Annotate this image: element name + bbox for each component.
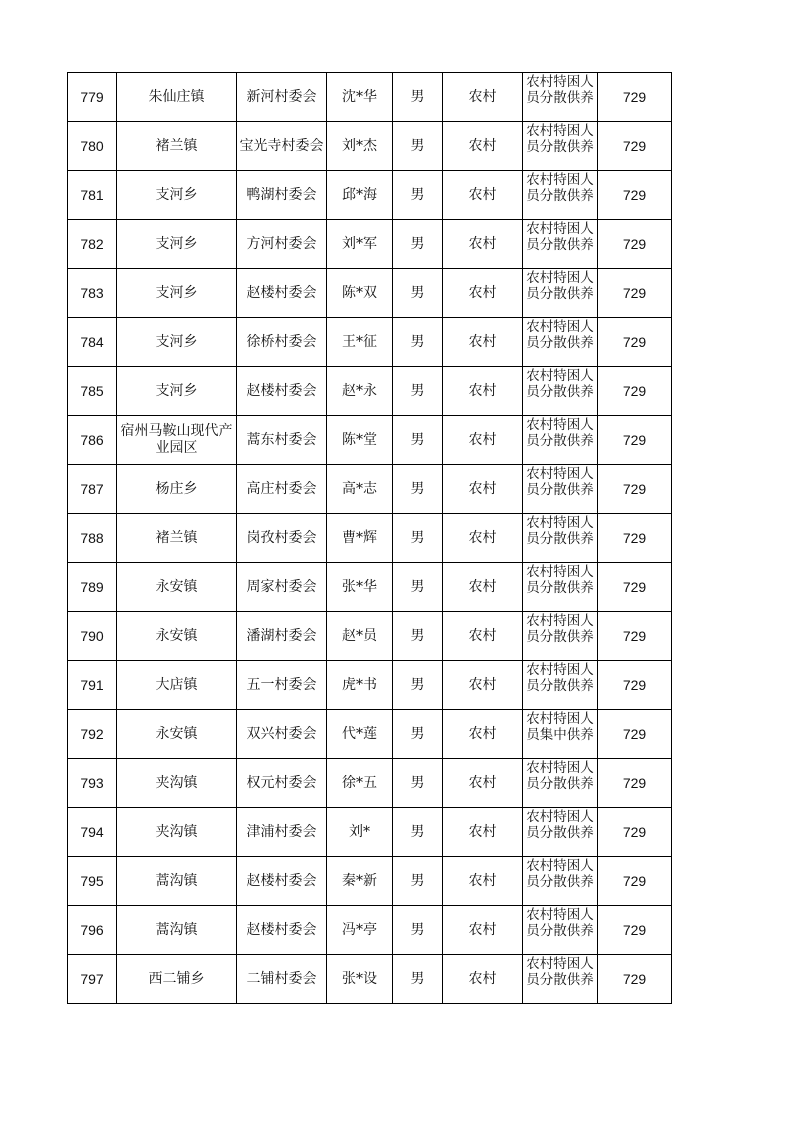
support-type-cell: 农村特困人员分散供养 (523, 465, 598, 514)
township-cell: 夹沟镇 (117, 808, 237, 857)
support-type-cell: 农村特困人员分散供养 (523, 661, 598, 710)
area-type-cell: 农村 (443, 857, 523, 906)
area-type-cell: 农村 (443, 73, 523, 122)
row-number: 783 (68, 269, 117, 318)
table-row (68, 416, 672, 465)
village-committee-cell: 蒿东村委会 (237, 416, 327, 465)
support-type-cell: 农村特困人员分散供养 (523, 514, 598, 563)
amount-cell: 729 (598, 759, 672, 808)
township-cell: 杨庄乡 (117, 465, 237, 514)
amount-cell: 729 (598, 171, 672, 220)
name-cell: 邱*海 (327, 171, 393, 220)
area-type-cell: 农村 (443, 367, 523, 416)
gender-cell: 男 (393, 171, 443, 220)
township-cell: 褚兰镇 (117, 122, 237, 171)
name-cell: 曹*辉 (327, 514, 393, 563)
amount-cell: 729 (598, 122, 672, 171)
village-committee-cell: 津浦村委会 (237, 808, 327, 857)
area-type-cell: 农村 (443, 269, 523, 318)
village-committee-cell: 宝光寺村委会 (237, 122, 327, 171)
support-type-cell: 农村特困人员分散供养 (523, 857, 598, 906)
row-number: 784 (68, 318, 117, 367)
area-type-cell: 农村 (443, 465, 523, 514)
township-cell: 蒿沟镇 (117, 857, 237, 906)
village-committee-cell: 二铺村委会 (237, 955, 327, 1004)
name-cell: 沈*华 (327, 73, 393, 122)
township-cell: 宿州马鞍山现代产业园区 (117, 416, 237, 465)
row-number: 794 (68, 808, 117, 857)
name-cell: 张*华 (327, 563, 393, 612)
village-committee-cell: 双兴村委会 (237, 710, 327, 759)
gender-cell: 男 (393, 563, 443, 612)
support-type-cell: 农村特困人员分散供养 (523, 612, 598, 661)
township-cell: 支河乡 (117, 220, 237, 269)
gender-cell: 男 (393, 808, 443, 857)
gender-cell: 男 (393, 465, 443, 514)
village-committee-cell: 潘湖村委会 (237, 612, 327, 661)
name-cell: 代*莲 (327, 710, 393, 759)
gender-cell: 男 (393, 661, 443, 710)
township-cell: 大店镇 (117, 661, 237, 710)
name-cell: 赵*员 (327, 612, 393, 661)
area-type-cell: 农村 (443, 808, 523, 857)
gender-cell: 男 (393, 416, 443, 465)
area-type-cell: 农村 (443, 514, 523, 563)
area-type-cell: 农村 (443, 612, 523, 661)
village-committee-cell: 岗孜村委会 (237, 514, 327, 563)
support-type-cell: 农村特困人员分散供养 (523, 367, 598, 416)
support-type-cell: 农村特困人员分散供养 (523, 759, 598, 808)
amount-cell: 729 (598, 318, 672, 367)
support-type-cell: 农村特困人员分散供养 (523, 73, 598, 122)
support-type-cell: 农村特困人员分散供养 (523, 955, 598, 1004)
gender-cell: 男 (393, 73, 443, 122)
support-type-cell: 农村特困人员分散供养 (523, 220, 598, 269)
name-cell: 冯*亭 (327, 906, 393, 955)
support-type-cell: 农村特困人员分散供养 (523, 906, 598, 955)
area-type-cell: 农村 (443, 416, 523, 465)
village-committee-cell: 方河村委会 (237, 220, 327, 269)
name-cell: 刘*杰 (327, 122, 393, 171)
name-cell: 赵*永 (327, 367, 393, 416)
village-committee-cell: 徐桥村委会 (237, 318, 327, 367)
support-type-cell: 农村特困人员集中供养 (523, 710, 598, 759)
gender-cell: 男 (393, 269, 443, 318)
support-type-cell: 农村特困人员分散供养 (523, 318, 598, 367)
township-cell: 支河乡 (117, 318, 237, 367)
township-cell: 朱仙庄镇 (117, 73, 237, 122)
support-type-cell: 农村特困人员分散供养 (523, 563, 598, 612)
table-row (68, 367, 672, 416)
amount-cell: 729 (598, 857, 672, 906)
support-type-cell: 农村特困人员分散供养 (523, 122, 598, 171)
row-number: 786 (68, 416, 117, 465)
table-row (68, 661, 672, 710)
amount-cell: 729 (598, 465, 672, 514)
area-type-cell: 农村 (443, 759, 523, 808)
area-type-cell: 农村 (443, 955, 523, 1004)
area-type-cell: 农村 (443, 122, 523, 171)
amount-cell: 729 (598, 563, 672, 612)
amount-cell: 729 (598, 906, 672, 955)
amount-cell: 729 (598, 367, 672, 416)
area-type-cell: 农村 (443, 563, 523, 612)
gender-cell: 男 (393, 367, 443, 416)
recipient-table (67, 72, 672, 1004)
name-cell: 陈*双 (327, 269, 393, 318)
village-committee-cell: 赵楼村委会 (237, 857, 327, 906)
row-number: 782 (68, 220, 117, 269)
table-row (68, 318, 672, 367)
row-number: 779 (68, 73, 117, 122)
name-cell: 张*设 (327, 955, 393, 1004)
township-cell: 西二铺乡 (117, 955, 237, 1004)
area-type-cell: 农村 (443, 661, 523, 710)
gender-cell: 男 (393, 759, 443, 808)
support-type-cell: 农村特困人员分散供养 (523, 416, 598, 465)
township-cell: 永安镇 (117, 563, 237, 612)
area-type-cell: 农村 (443, 710, 523, 759)
table-row (68, 269, 672, 318)
village-committee-cell: 鸭湖村委会 (237, 171, 327, 220)
table-row (68, 73, 672, 122)
village-committee-cell: 权元村委会 (237, 759, 327, 808)
name-cell: 徐*五 (327, 759, 393, 808)
name-cell: 王*征 (327, 318, 393, 367)
gender-cell: 男 (393, 906, 443, 955)
amount-cell: 729 (598, 269, 672, 318)
gender-cell: 男 (393, 122, 443, 171)
table-row (68, 612, 672, 661)
table-row (68, 220, 672, 269)
area-type-cell: 农村 (443, 220, 523, 269)
township-cell: 支河乡 (117, 269, 237, 318)
village-committee-cell: 新河村委会 (237, 73, 327, 122)
table-row (68, 563, 672, 612)
amount-cell: 729 (598, 661, 672, 710)
township-cell: 支河乡 (117, 367, 237, 416)
amount-cell: 729 (598, 955, 672, 1004)
gender-cell: 男 (393, 514, 443, 563)
table-row (68, 514, 672, 563)
row-number: 787 (68, 465, 117, 514)
row-number: 790 (68, 612, 117, 661)
row-number: 795 (68, 857, 117, 906)
row-number: 797 (68, 955, 117, 1004)
name-cell: 刘* (327, 808, 393, 857)
gender-cell: 男 (393, 857, 443, 906)
table-body (68, 73, 672, 1004)
table-row (68, 808, 672, 857)
gender-cell: 男 (393, 710, 443, 759)
table-row (68, 122, 672, 171)
table-row (68, 465, 672, 514)
row-number: 781 (68, 171, 117, 220)
name-cell: 刘*军 (327, 220, 393, 269)
gender-cell: 男 (393, 318, 443, 367)
row-number: 791 (68, 661, 117, 710)
village-committee-cell: 赵楼村委会 (237, 269, 327, 318)
table-row (68, 759, 672, 808)
row-number: 788 (68, 514, 117, 563)
name-cell: 高*志 (327, 465, 393, 514)
name-cell: 秦*新 (327, 857, 393, 906)
support-type-cell: 农村特困人员分散供养 (523, 808, 598, 857)
row-number: 785 (68, 367, 117, 416)
village-committee-cell: 赵楼村委会 (237, 367, 327, 416)
amount-cell: 729 (598, 710, 672, 759)
table-row (68, 710, 672, 759)
row-number: 780 (68, 122, 117, 171)
row-number: 793 (68, 759, 117, 808)
township-cell: 永安镇 (117, 612, 237, 661)
village-committee-cell: 赵楼村委会 (237, 906, 327, 955)
township-cell: 支河乡 (117, 171, 237, 220)
table-row (68, 171, 672, 220)
village-committee-cell: 周家村委会 (237, 563, 327, 612)
gender-cell: 男 (393, 955, 443, 1004)
amount-cell: 729 (598, 73, 672, 122)
area-type-cell: 农村 (443, 906, 523, 955)
township-cell: 褚兰镇 (117, 514, 237, 563)
amount-cell: 729 (598, 416, 672, 465)
gender-cell: 男 (393, 220, 443, 269)
village-committee-cell: 高庄村委会 (237, 465, 327, 514)
township-cell: 永安镇 (117, 710, 237, 759)
row-number: 789 (68, 563, 117, 612)
village-committee-cell: 五一村委会 (237, 661, 327, 710)
table-row (68, 857, 672, 906)
gender-cell: 男 (393, 612, 443, 661)
table-row (68, 906, 672, 955)
township-cell: 夹沟镇 (117, 759, 237, 808)
table-row (68, 955, 672, 1004)
amount-cell: 729 (598, 514, 672, 563)
amount-cell: 729 (598, 220, 672, 269)
name-cell: 虎*书 (327, 661, 393, 710)
support-type-cell: 农村特困人员分散供养 (523, 171, 598, 220)
township-cell: 蒿沟镇 (117, 906, 237, 955)
amount-cell: 729 (598, 612, 672, 661)
area-type-cell: 农村 (443, 318, 523, 367)
support-type-cell: 农村特困人员分散供养 (523, 269, 598, 318)
name-cell: 陈*堂 (327, 416, 393, 465)
amount-cell: 729 (598, 808, 672, 857)
row-number: 796 (68, 906, 117, 955)
area-type-cell: 农村 (443, 171, 523, 220)
row-number: 792 (68, 710, 117, 759)
